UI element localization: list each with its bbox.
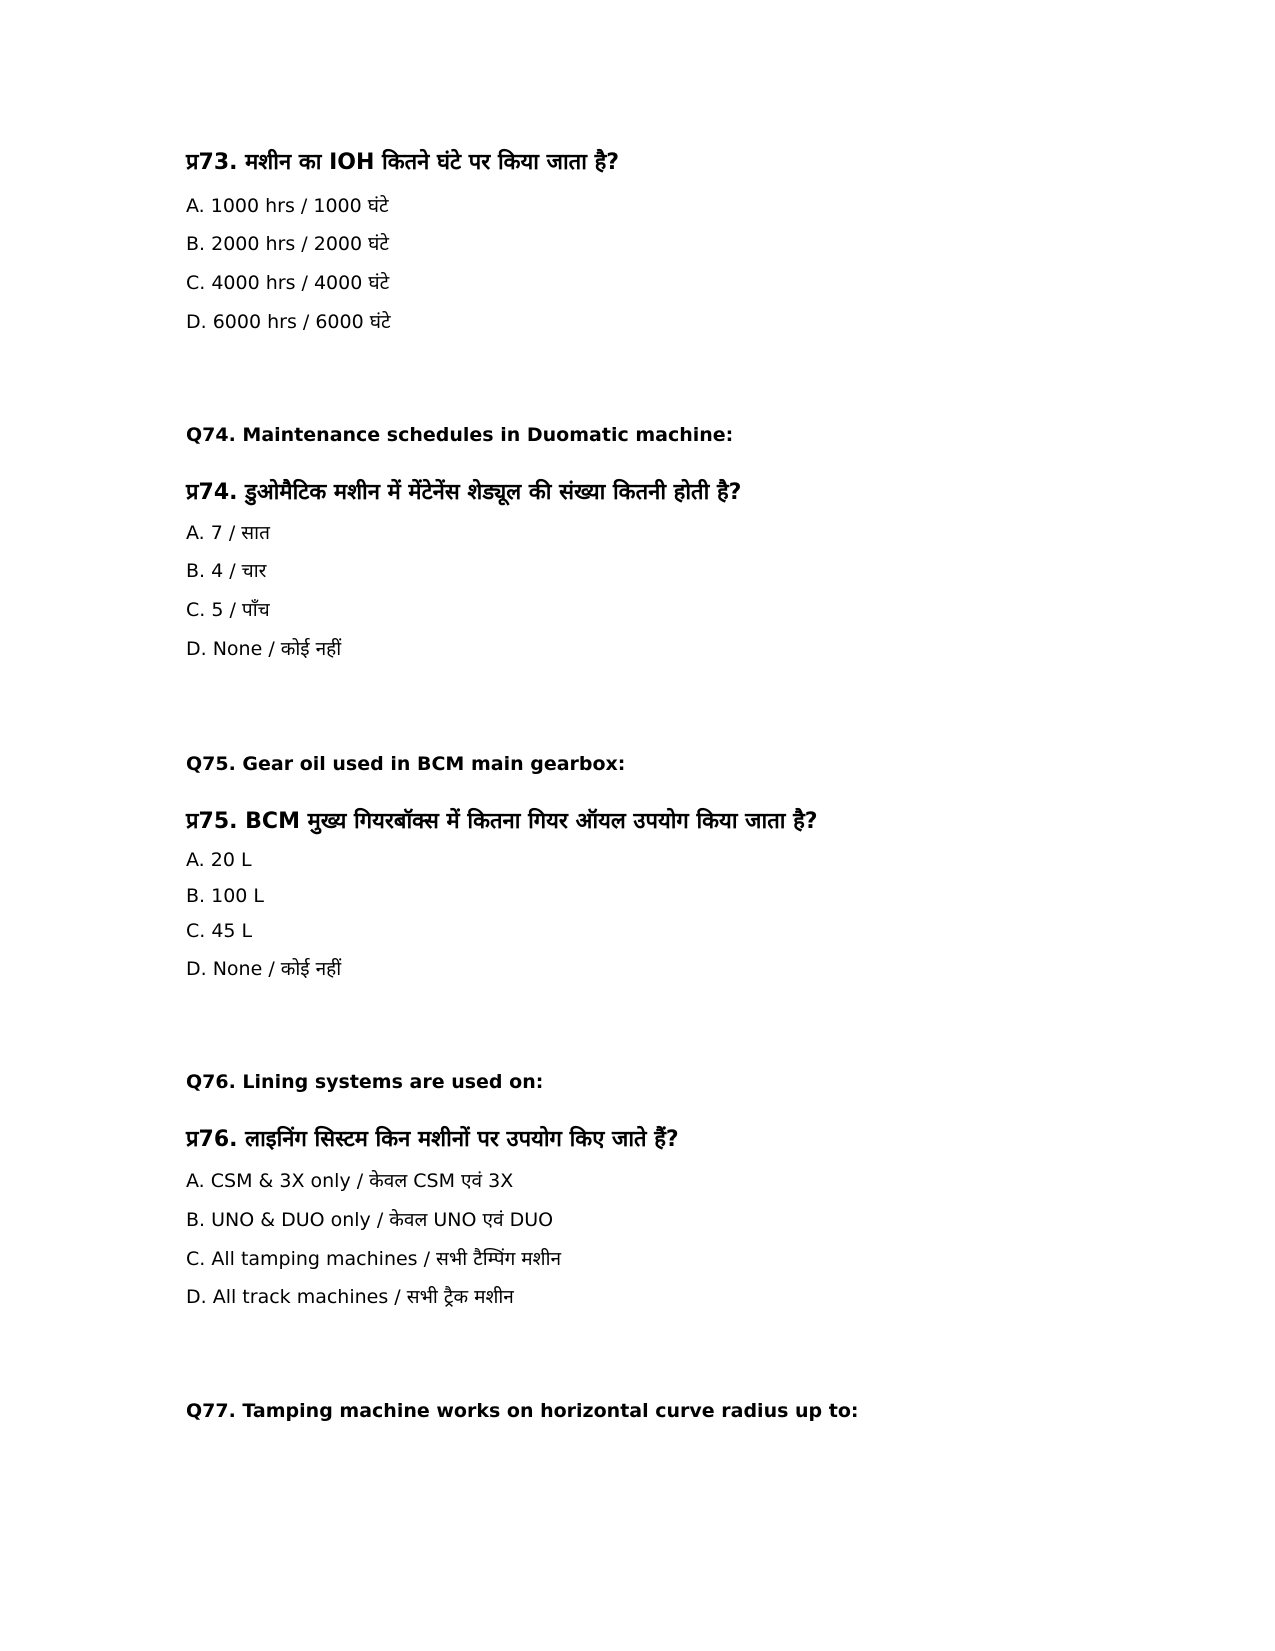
q74-option-a: A. 7 / सात	[186, 522, 270, 544]
q73-option-a: A. 1000 hrs / 1000 घंटे	[186, 195, 389, 217]
q74-option-b: B. 4 / चार	[186, 560, 267, 582]
q76-option-b: B. UNO & DUO only / केवल UNO एवं DUO	[186, 1209, 554, 1231]
q74-option-d: D. None / कोई नहीं	[186, 638, 342, 660]
q76-option-a: A. CSM & 3X only / केवल CSM एवं 3X	[186, 1170, 514, 1192]
q76-option-c: C. All tamping machines / सभी टैम्पिंग मशीन	[186, 1248, 562, 1270]
question-76-english: Q76. Lining systems are used on:	[186, 1071, 544, 1093]
question-77-english: Q77. Tamping machine works on horizontal curve radius up to:	[186, 1400, 859, 1422]
q73-option-c: C. 4000 hrs / 4000 घंटे	[186, 272, 390, 294]
question-75-english: Q75. Gear oil used in BCM main gearbox:	[186, 753, 626, 775]
q74-option-c: C. 5 / पाँच	[186, 599, 270, 621]
q75-option-c: C. 45 L	[186, 920, 253, 942]
question-75-hindi: प्र75. BCM मुख्य गियरबॉक्स में कितना गियर ऑयल उपयोग किया जाता है?	[186, 809, 818, 834]
question-76-hindi: प्र76. लाइनिंग सिस्टम किन मशीनों पर उपयोग किए जाते हैं?	[186, 1127, 679, 1152]
question-74-english: Q74. Maintenance schedules in Duomatic machine:	[186, 424, 734, 446]
q75-option-d: D. None / कोई नहीं	[186, 958, 342, 980]
question-74-hindi: प्र74. डुओमैटिक मशीन में मेंटेनेंस शेड्यूल की संख्या कितनी होती है?	[186, 480, 742, 505]
q73-option-d: D. 6000 hrs / 6000 घंटे	[186, 311, 391, 333]
question-73-hindi: प्र73. मशीन का IOH कितने घंटे पर किया जाता है?	[186, 150, 620, 175]
q75-option-b: B. 100 L	[186, 885, 265, 907]
q75-option-a: A. 20 L	[186, 849, 252, 871]
q76-option-d: D. All track machines / सभी ट्रैक मशीन	[186, 1286, 514, 1308]
q73-option-b: B. 2000 hrs / 2000 घंटे	[186, 233, 389, 255]
